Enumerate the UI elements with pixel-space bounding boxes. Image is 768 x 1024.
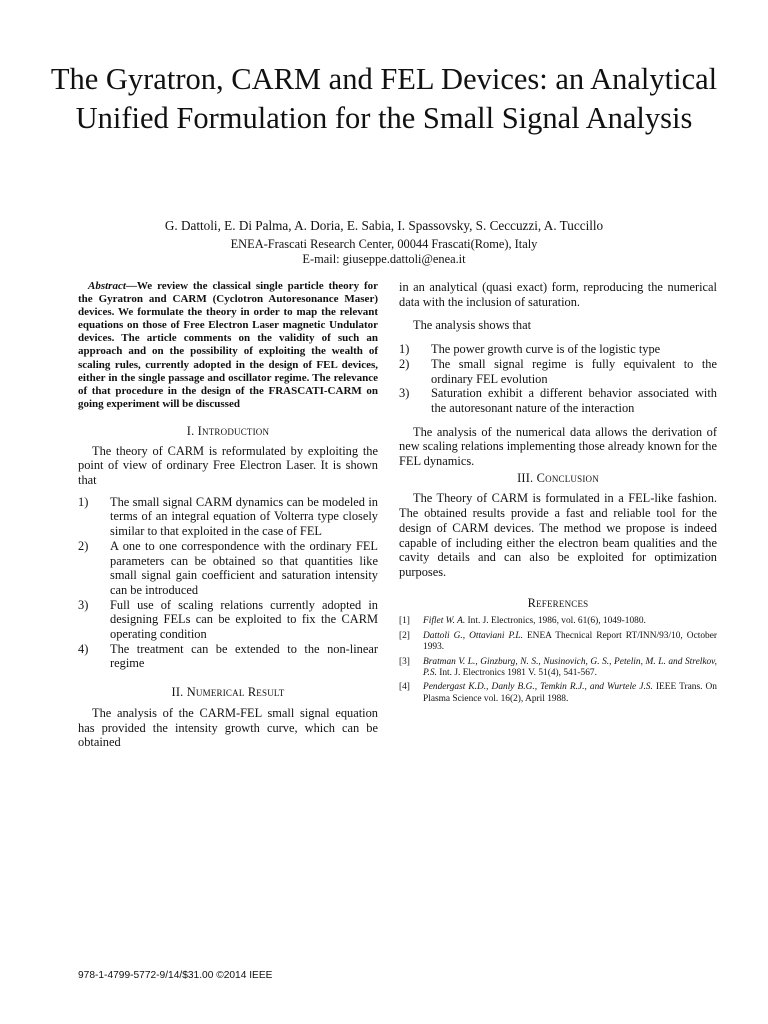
right-column <box>399 280 717 705</box>
list-item: 1) The small signal CARM dynamics can be modeled in terms of an integral equation of Volterra type closely similar to that exploited in the case of FEL <box>78 494 378 539</box>
list-item: 4) The treatment can be extended to the non-linear regime <box>78 641 378 671</box>
reference-item: [1] Fiflet W. A. Int. J. Electronics, 1986, vol. 61(6), 1049-1080. <box>399 616 646 627</box>
list-item: 3) Full use of scaling relations currently adopted in designing FELs can be exploited to fix the CARM operating condition <box>78 597 378 642</box>
list-item: 3) Saturation exhibit a different behavior associated with the autoresonant nature of the interaction <box>399 386 717 415</box>
affiliation: ENEA-Frascati Research Center, 00044 Frascati(Rome), Italy <box>230 237 538 251</box>
paper-title: The Gyratron, CARM and FEL Devices: an Analytical Unified Formulation for the Small Signal Analysis <box>50 62 718 135</box>
section-heading-references: References <box>527 595 589 610</box>
reference-list <box>399 616 717 705</box>
section-heading-numerical-result: II. Numerical Result <box>171 685 285 700</box>
list-item: 2) The small signal regime is fully equivalent to the ordinary FEL evolution <box>399 356 717 386</box>
numerical-paragraph-1-cont: in an analytical (quasi exact) form, reproducing the numerical data with the inclusion of saturation. <box>399 280 717 309</box>
copyright-footer: 978-1-4799-5772-9/14/$31.00 ©2014 IEEE <box>78 970 273 981</box>
reference-item: [3] Bratman V. L., Ginzburg, N. S., Nusinovich, G. S., Petelin, M. L. and Strelkov, P.S. Int. J. Electronics 1981 V. 51(4), 541-567. <box>399 656 717 678</box>
email: E-mail: giuseppe.dattoli@enea.it <box>302 252 466 266</box>
abstract-text: —We review the classical single particle theory for the Gyratron and CARM (Cyclotron Autoresonance Maser) devices. We formulate the theory in order to map the relevant equations on those of Free Electron Laser magnetic Undulator devices. The article comments on the validity of such an approach and on the possibility of exploiting the wealth of scaling rules, currently adopted in the design of FEL devices, either in the single passage and oscillator regime. The relevance of that procedure in the design of the FRASCATI-CARM on going experiment will be discussed <box>78 280 378 410</box>
abstract-label: Abstract <box>88 280 126 292</box>
list-item: 1) The power growth curve is of the logistic type <box>399 342 661 357</box>
numerical-list <box>399 342 717 416</box>
numerical-paragraph-2: The analysis shows that <box>413 318 532 333</box>
author-list: G. Dattoli, E. Di Palma, A. Doria, E. Sabia, I. Spassovsky, S. Ceccuzzi, A. Tuccillo <box>164 218 604 233</box>
reference-item: [4] Pendergast K.D., Danly B.G., Temkin R.J., and Wurtele J.S. IEEE Trans. On Plasma Science vol. 16(2), April 1988. <box>399 682 717 704</box>
numerical-paragraph-3: The analysis of the numerical data allows the derivation of new scaling relations implementing those already known for the FEL dynamics. <box>399 424 717 469</box>
reference-item: [2] Dattoli G., Ottaviani P.L. ENEA Thecnical Report RT/INN/93/10, October 1993. <box>399 630 717 653</box>
section-heading-introduction: I. Introduction <box>186 423 270 438</box>
intro-list <box>78 495 378 671</box>
conclusion-paragraph: The Theory of CARM is formulated in a FEL-like fashion. The obtained results provide a fast and reliable tool for the design of CARM devices. The method we propose is indeed capable of including either the electron beam qualities and the cavity details and can also be exploited for optimization purposes. <box>399 491 717 579</box>
section-heading-conclusion: III. Conclusion <box>517 470 599 485</box>
left-column <box>78 280 378 750</box>
list-item: 2) A one to one correspondence with the ordinary FEL parameters can be obtained so that quantities like small signal gain coefficient and saturation intensity can be introduced <box>78 538 378 597</box>
numerical-paragraph-1: The analysis of the CARM-FEL small signal equation has provided the intensity growth curve, which can be obtained <box>78 705 378 750</box>
abstract <box>78 280 378 411</box>
intro-paragraph: The theory of CARM is reformulated by exploiting the point of view of ordinary Free Electron Laser. It is shown that <box>78 443 378 488</box>
